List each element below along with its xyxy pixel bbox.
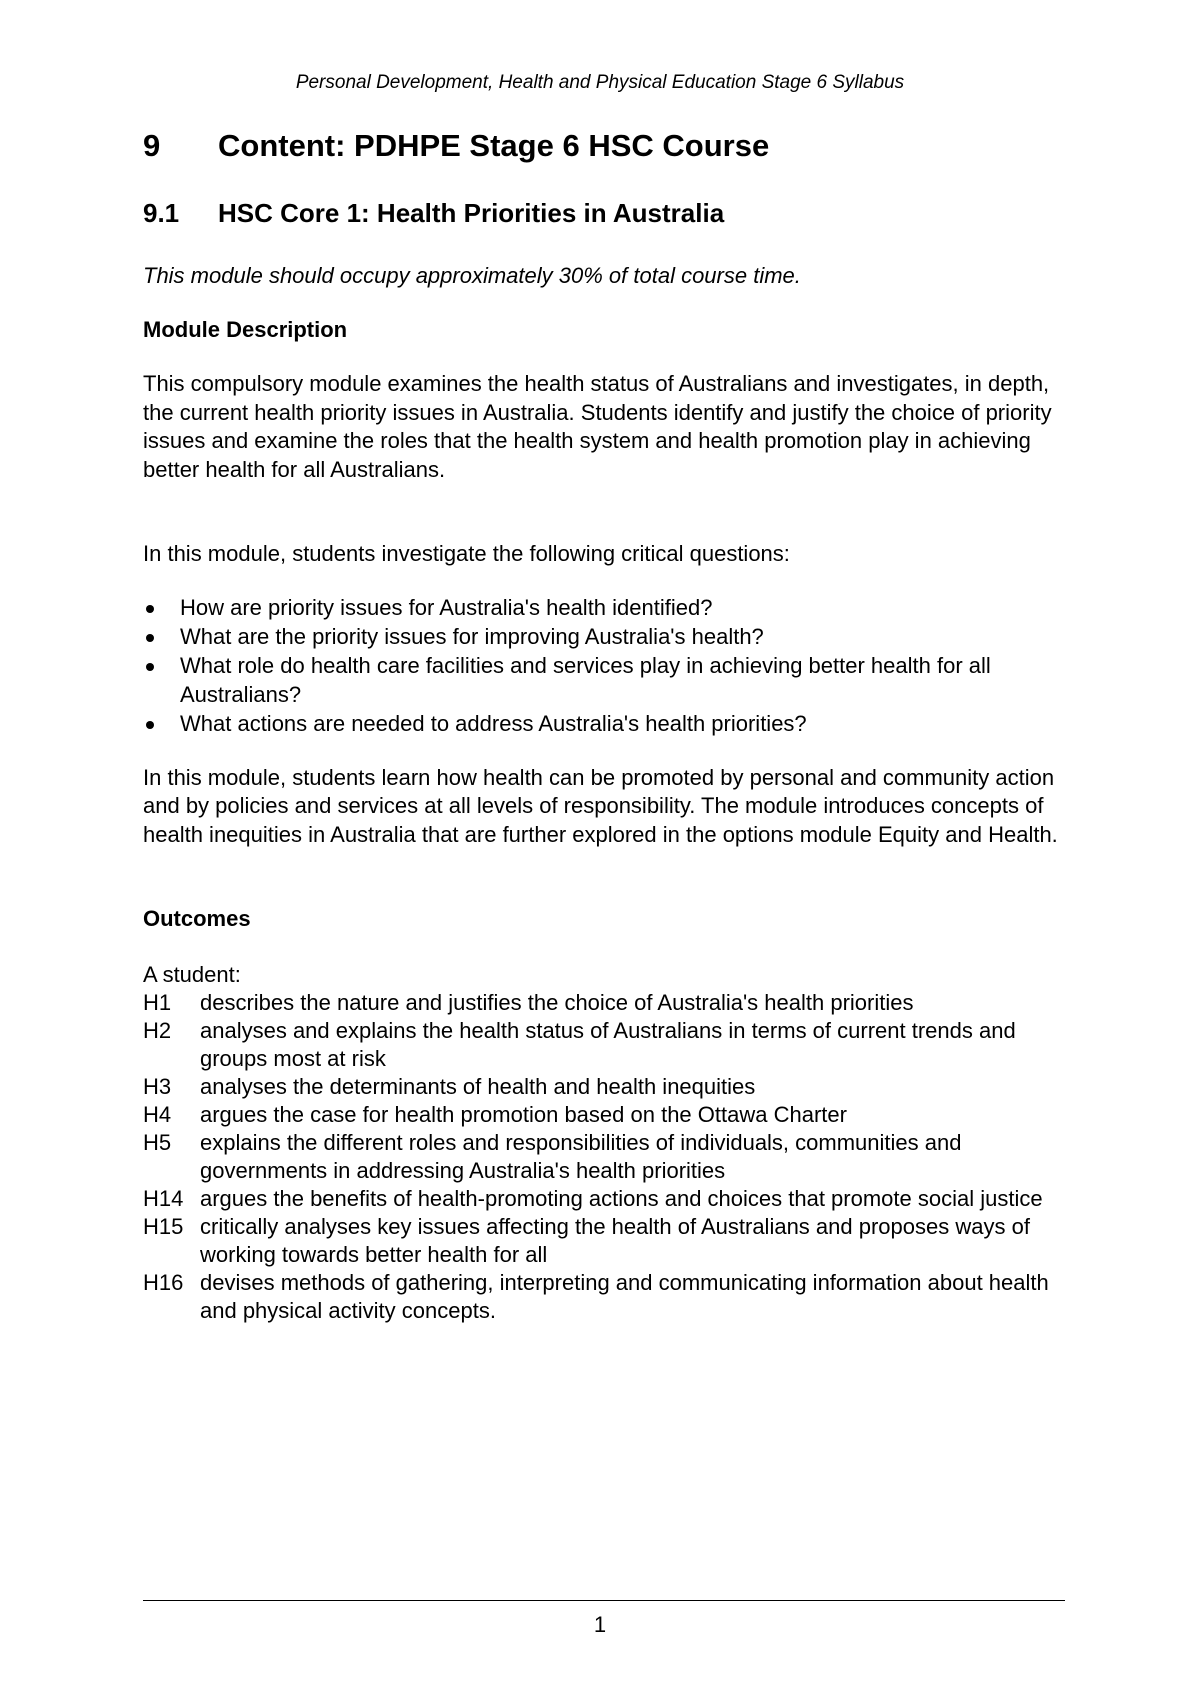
- outcome-code: H2: [143, 1018, 172, 1043]
- section-number: 9: [143, 128, 161, 163]
- time-note: This module should occupy approximately 30% of total course time.: [143, 263, 801, 288]
- outcomes-list: [143, 989, 1073, 1325]
- outcome-code: H14: [143, 1186, 184, 1211]
- page-content: [143, 126, 1073, 1325]
- outcome-row: [143, 1101, 1073, 1129]
- outcome-text: analyses the determinants of health and health inequities: [200, 1074, 756, 1099]
- outcome-text: critically analyses key issues affecting the health of Australians and proposes ways of working towards better health for all: [200, 1214, 1030, 1267]
- running-header: Personal Development, Health and Physical Education Stage 6 Syllabus: [295, 72, 905, 93]
- subsection-title: HSC Core 1: Health Priorities in Australia: [218, 198, 725, 228]
- critical-questions-list: [143, 593, 1073, 738]
- module-description-paragraph: This compulsory module examines the health status of Australians and investigates, in depth, the current health priority issues in Australia. Students identify and justify the choice of priority issues and examine the roles that the health system and health promotion play in achieving better health for all Australians.: [143, 371, 1052, 482]
- outcome-row: [143, 989, 1073, 1017]
- subsection-heading: [143, 196, 1073, 230]
- outcomes-heading: Outcomes: [143, 906, 251, 931]
- outcome-text: analyses and explains the health status of Australians in terms of current trends and groups most at risk: [200, 1018, 1016, 1071]
- outcome-text: argues the benefits of health-promoting actions and choices that promote social justice: [200, 1186, 1043, 1211]
- outcome-code: H3: [143, 1074, 172, 1099]
- bullet-icon: [146, 605, 154, 613]
- footer-rule: [143, 1600, 1065, 1601]
- outcome-text: describes the nature and justifies the choice of Australia's health priorities: [200, 990, 914, 1015]
- outcomes-intro: A student:: [143, 962, 241, 987]
- list-item: [143, 593, 1073, 622]
- list-item: [143, 651, 1073, 709]
- outcome-code: H1: [143, 990, 172, 1015]
- outcome-row: [143, 1017, 1073, 1073]
- bullet-icon: [146, 634, 154, 642]
- outcome-row: [143, 1073, 1073, 1101]
- outcome-text: argues the case for health promotion based on the Ottawa Charter: [200, 1102, 847, 1127]
- outcome-row: [143, 1213, 1073, 1269]
- question-text: How are priority issues for Australia's health identified?: [180, 594, 713, 620]
- outcome-row: [143, 1269, 1073, 1325]
- outcome-text: explains the different roles and responsibilities of individuals, communities and governments in addressing Australia's health priorities: [200, 1130, 962, 1183]
- outcome-code: H4: [143, 1102, 172, 1127]
- outcome-code: H5: [143, 1130, 172, 1155]
- list-item: [143, 709, 1073, 738]
- page-number: 1: [593, 1612, 607, 1637]
- question-text: What role do health care facilities and services play in achieving better health for all Australians?: [180, 652, 991, 707]
- outcome-row: [143, 1129, 1073, 1185]
- question-text: What are the priority issues for improving Australia's health?: [180, 623, 764, 649]
- bullet-icon: [146, 663, 154, 671]
- learning-paragraph: In this module, students learn how health can be promoted by personal and community action and by policies and services at all levels of responsibility. The module introduces concepts of health inequities in Australia that are further explored in the options module Equity and Health.: [143, 764, 1058, 847]
- bullet-icon: [146, 721, 154, 729]
- section-title: Content: PDHPE Stage 6 HSC Course: [218, 128, 770, 163]
- list-item: [143, 622, 1073, 651]
- outcome-text: devises methods of gathering, interpreting and communicating information about health and physical activity concepts.: [200, 1270, 1049, 1323]
- module-description-heading: Module Description: [143, 317, 348, 342]
- section-heading: [143, 126, 1073, 166]
- subsection-number: 9.1: [143, 198, 180, 228]
- questions-intro: In this module, students investigate the following critical questions:: [143, 541, 790, 566]
- outcome-code: H15: [143, 1214, 184, 1239]
- outcome-code: H16: [143, 1270, 184, 1295]
- question-text: What actions are needed to address Australia's health priorities?: [180, 710, 807, 736]
- outcome-row: [143, 1185, 1073, 1213]
